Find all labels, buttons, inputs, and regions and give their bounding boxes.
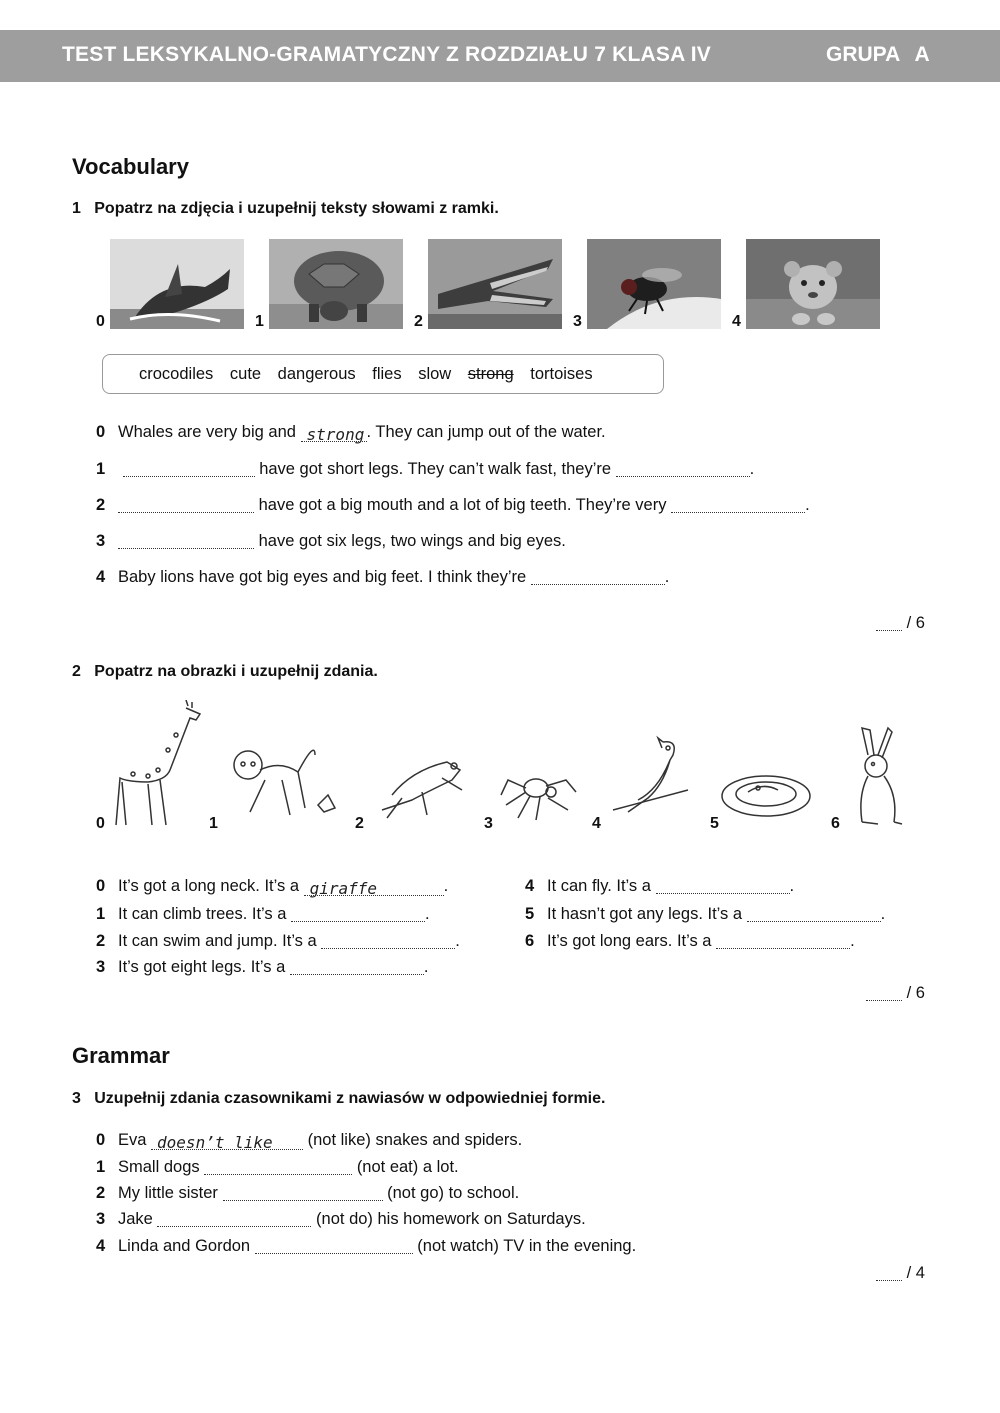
sentence-period: . bbox=[850, 932, 855, 950]
sentence-number: 1 bbox=[96, 905, 106, 923]
parrot-drawing bbox=[608, 700, 693, 830]
task3-sentence-4 bbox=[96, 1237, 636, 1256]
photo-label-4: 4 bbox=[732, 313, 741, 330]
drawing-label-2: 2 bbox=[355, 815, 364, 832]
answer-blank[interactable] bbox=[118, 496, 254, 513]
sentence-period: . bbox=[425, 905, 430, 923]
sentence-number: 2 bbox=[96, 496, 106, 514]
sentence-number: 4 bbox=[525, 877, 535, 895]
monkey-drawing bbox=[220, 700, 345, 830]
sentence-number: 3 bbox=[96, 532, 106, 550]
sentence-period: . bbox=[880, 905, 886, 923]
answer-example: giraffe bbox=[304, 879, 444, 896]
sentence-number: 6 bbox=[525, 932, 535, 950]
sentence-text: It can fly. It’s a bbox=[547, 877, 651, 895]
task3-instruction-text: Uzupełnij zdania czasownikami z nawiasów w odpowiedniej formie. bbox=[94, 1090, 606, 1107]
drawing-label-1: 1 bbox=[209, 815, 218, 832]
photo-label-1: 1 bbox=[255, 313, 264, 330]
task2-sentence-6 bbox=[525, 932, 855, 951]
answer-blank[interactable] bbox=[716, 932, 850, 949]
answer-blank[interactable] bbox=[747, 905, 881, 922]
score-total: / 6 bbox=[906, 614, 925, 632]
task2-instruction bbox=[72, 663, 378, 681]
sentence-text: (not go) to school. bbox=[387, 1184, 520, 1202]
word-cute: cute bbox=[229, 365, 262, 383]
giraffe-drawing bbox=[108, 700, 208, 830]
sentence-text: It’s got eight legs. It’s a bbox=[118, 958, 286, 976]
task2-instruction-text: Popatrz na obrazki i uzupełnij zdania. bbox=[94, 663, 378, 680]
task2-sentence-5 bbox=[525, 905, 885, 924]
hare-drawing bbox=[848, 700, 908, 830]
task1-instruction bbox=[72, 200, 499, 218]
task2-sentence-3 bbox=[96, 958, 428, 977]
task1-sentence-3 bbox=[96, 532, 566, 551]
sentence-number: 1 bbox=[96, 460, 106, 478]
sentence-text: Eva bbox=[118, 1131, 147, 1149]
drawing-label-0: 0 bbox=[96, 815, 105, 832]
sentence-number: 0 bbox=[96, 877, 106, 895]
tortoise-photo bbox=[269, 239, 403, 329]
answer-blank[interactable] bbox=[616, 460, 750, 477]
word-box bbox=[102, 354, 664, 394]
answer-example: strong bbox=[301, 425, 367, 442]
section-title-vocabulary: Vocabulary bbox=[72, 154, 189, 179]
sentence-period: . bbox=[749, 460, 755, 478]
fly-photo bbox=[587, 239, 721, 329]
sentence-number: 5 bbox=[525, 905, 535, 923]
sentence-number: 2 bbox=[96, 1184, 106, 1202]
sentence-text: . They can jump out of the water. bbox=[366, 423, 606, 441]
sentence-text: (not like) snakes and spiders. bbox=[307, 1131, 523, 1149]
photo-label-0: 0 bbox=[96, 313, 105, 330]
score-blank[interactable] bbox=[866, 986, 902, 1001]
task1-sentence-1 bbox=[96, 460, 754, 479]
sentence-number: 1 bbox=[96, 1158, 106, 1176]
drawing-label-4: 4 bbox=[592, 815, 601, 832]
sentence-number: 4 bbox=[96, 1237, 106, 1255]
task2-score bbox=[866, 984, 925, 1003]
sentence-number: 0 bbox=[96, 423, 106, 441]
sentence-text: Jake bbox=[118, 1210, 153, 1228]
answer-blank[interactable] bbox=[118, 532, 254, 549]
answer-example: doesn’t like bbox=[151, 1133, 303, 1150]
answer-blank[interactable] bbox=[223, 1184, 383, 1201]
test-title: TEST LEKSYKALNO-GRAMATYCZNY Z ROZDZIAŁU 7 KLASA IV bbox=[62, 43, 711, 66]
task3-sentence-0 bbox=[96, 1131, 522, 1150]
answer-blank[interactable] bbox=[290, 958, 424, 975]
word-strong-struck: strong bbox=[467, 365, 514, 383]
sentence-text: have got a big mouth and a lot of big teeth. They’re very bbox=[258, 496, 667, 514]
sentence-period: . bbox=[455, 932, 460, 950]
score-total: / 4 bbox=[906, 1264, 925, 1282]
task2-sentence-1 bbox=[96, 905, 430, 924]
sentence-period: . bbox=[805, 496, 810, 514]
sentence-text: have got short legs. They can’t walk fast, they’re bbox=[259, 460, 612, 478]
word-slow: slow bbox=[418, 365, 452, 383]
score-total: / 6 bbox=[906, 984, 925, 1002]
word-crocodiles: crocodiles bbox=[139, 365, 214, 383]
task3-sentence-1 bbox=[96, 1158, 459, 1177]
answer-blank[interactable] bbox=[123, 460, 255, 477]
task2-number: 2 bbox=[72, 663, 81, 680]
sentence-text: (not do) his homework on Saturdays. bbox=[316, 1210, 586, 1228]
photo-label-2: 2 bbox=[414, 313, 423, 330]
answer-blank[interactable] bbox=[671, 496, 805, 513]
task1-sentence-2 bbox=[96, 496, 810, 515]
sentence-number: 3 bbox=[96, 1210, 106, 1228]
task1-score bbox=[876, 614, 925, 633]
spider-drawing bbox=[496, 700, 581, 830]
drawing-label-5: 5 bbox=[710, 815, 719, 832]
sentence-text: Small dogs bbox=[118, 1158, 200, 1176]
answer-blank[interactable] bbox=[204, 1158, 352, 1175]
task3-score bbox=[876, 1264, 925, 1283]
sentence-text: (not watch) TV in the evening. bbox=[417, 1237, 637, 1255]
sentence-number: 2 bbox=[96, 932, 106, 950]
group-label: GRUPA A bbox=[826, 43, 930, 66]
sentence-text: Baby lions have got big eyes and big feet. I think they’re bbox=[118, 568, 527, 586]
sentence-number: 4 bbox=[96, 568, 106, 586]
sentence-period: . bbox=[443, 877, 449, 895]
score-blank[interactable] bbox=[876, 1266, 902, 1281]
answer-blank[interactable] bbox=[255, 1237, 413, 1254]
whale-photo bbox=[110, 239, 244, 329]
task1-sentence-0 bbox=[96, 423, 606, 442]
sentence-text: My little sister bbox=[118, 1184, 218, 1202]
task3-sentence-3 bbox=[96, 1210, 586, 1229]
score-blank[interactable] bbox=[876, 616, 902, 631]
sentence-number: 3 bbox=[96, 958, 106, 976]
drawing-label-3: 3 bbox=[484, 815, 493, 832]
task2-sentence-0 bbox=[96, 877, 448, 896]
sentence-period: . bbox=[423, 958, 429, 976]
answer-blank[interactable] bbox=[531, 568, 665, 585]
task1-sentence-4 bbox=[96, 568, 669, 587]
snake-drawing bbox=[718, 700, 818, 830]
sentence-number: 0 bbox=[96, 1131, 106, 1149]
sentence-period: . bbox=[664, 568, 670, 586]
frog-drawing bbox=[372, 700, 472, 830]
header-bar bbox=[0, 30, 1000, 82]
sentence-text: It can swim and jump. It’s a bbox=[118, 932, 317, 950]
section-title-grammar: Grammar bbox=[72, 1043, 170, 1068]
sentence-text: It’s got a long neck. It’s a bbox=[118, 877, 300, 895]
sentence-text: Linda and Gordon bbox=[118, 1237, 251, 1255]
photo-label-3: 3 bbox=[573, 313, 582, 330]
sentence-text: It can climb trees. It’s a bbox=[118, 905, 287, 923]
drawing-label-6: 6 bbox=[831, 815, 840, 832]
crocodile-photo bbox=[428, 239, 562, 329]
sentence-text: It’s got long ears. It’s a bbox=[547, 932, 712, 950]
sentence-period: . bbox=[789, 877, 795, 895]
answer-blank[interactable] bbox=[157, 1210, 311, 1227]
sentence-text: It hasn’t got any legs. It’s a bbox=[547, 905, 743, 923]
task3-number: 3 bbox=[72, 1090, 81, 1107]
task2-sentence-2 bbox=[96, 932, 460, 951]
task3-instruction bbox=[72, 1090, 605, 1108]
answer-blank[interactable] bbox=[291, 905, 425, 922]
task1-number: 1 bbox=[72, 200, 81, 217]
task3-sentence-2 bbox=[96, 1184, 519, 1203]
task1-instruction-text: Popatrz na zdjęcia i uzupełnij teksty słowami z ramki. bbox=[94, 200, 499, 217]
lion-cub-photo bbox=[746, 239, 880, 329]
task2-sentence-4 bbox=[525, 877, 794, 896]
sentence-text: have got six legs, two wings and big eyes. bbox=[258, 532, 566, 550]
word-flies: flies bbox=[372, 365, 402, 383]
word-dangerous: dangerous bbox=[277, 365, 356, 383]
sentence-text: (not eat) a lot. bbox=[356, 1158, 459, 1176]
answer-blank[interactable] bbox=[321, 932, 455, 949]
word-tortoises: tortoises bbox=[530, 365, 593, 383]
answer-blank[interactable] bbox=[656, 877, 790, 894]
sentence-text: Whales are very big and bbox=[118, 423, 296, 441]
